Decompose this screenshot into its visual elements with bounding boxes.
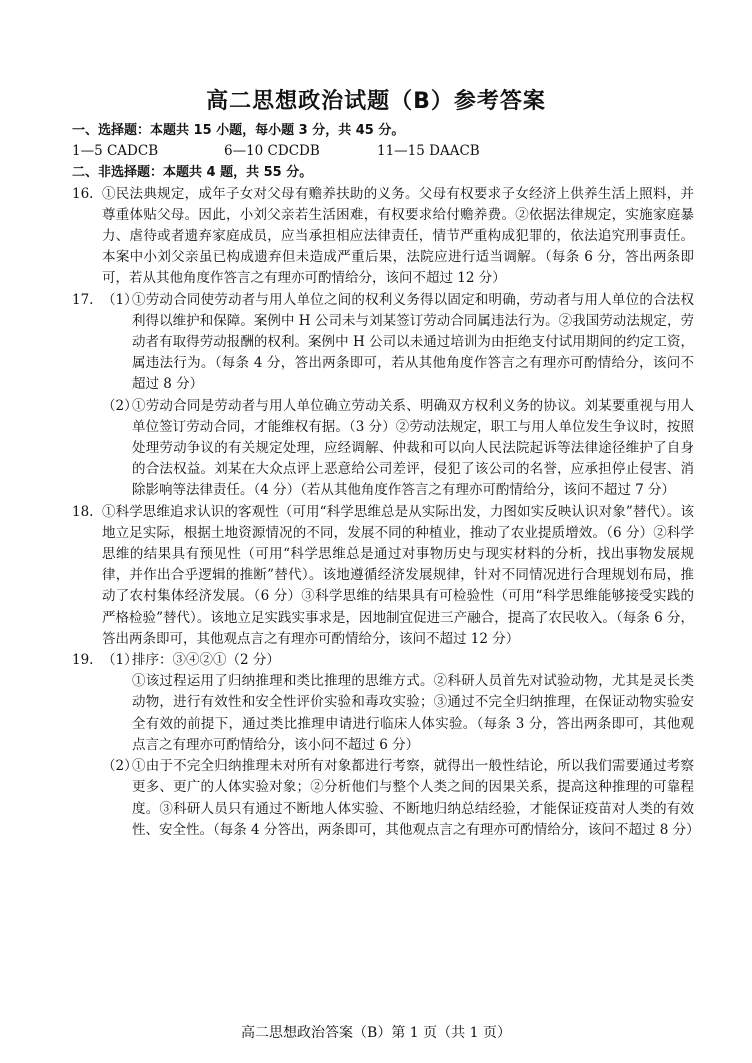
document-body <box>72 120 700 841</box>
question-answer-text: ①民法典规定，成年子女对父母有赡养扶助的义务。父母有权要求子女经济上供养生活上照料，并尊重体贴父母。因此，小刘父亲若生活困难，有权要求给付赡养费。②依据法律规定，实施家庭暴力、虐待或者遗弃家庭成员，应当承担相应法律责任，情节严重构成犯罪的，依法追究刑事责任。本案中小刘父亲虽已构成遗弃但未造成严重后果，法院应进行适当调解。（每条 6 分，答出两条即可，若从其他角度作答言之有理亦可酌情给分，该问不超过 12 分） <box>102 185 694 287</box>
page-title: 高二思想政治试题（B）参考答案 <box>206 89 546 114</box>
sub-question-label: （1） <box>102 652 138 669</box>
section-heading-essay: 二、非选择题：本题共 4 题，共 55 分。 <box>72 165 313 181</box>
question-17 <box>72 290 694 502</box>
question-number: 19. <box>72 652 94 669</box>
sub-question-2 <box>102 396 694 502</box>
answer-group-3: 11—15 DAACB <box>377 143 480 160</box>
question-answer-text: ①科学思维追求认识的客观性（可用“科学思维总是从实际出发，力图如实反映认识对象”替代）。该地立足实际，根据土地资源情况的不同，发展不同的种植业，推动了农业提质增效。（6 分）②科学思维的结果具有预见性（可用“科学思维总是通过对事物历史与现实材料的分析，找出事物发展规律，并作出合乎逻辑的推断”替代）。该地遵循经济发展规律，针对不同情况进行合理规划布局，推动了农村集体经济发展。（6 分）③科学思维的结果具有可检验性（可用“科学思维能够接受实践的严格检验”替代）。该地立足实践实事求是，因地制宜促进三产融合，提高了农民收入。（每条 6 分，答出两条即可，其他观点言之有理亦可酌情给分，该问不超过 12 分） <box>102 503 694 647</box>
answer-group-1: 1—5 CADCB <box>72 143 159 160</box>
sub-question-1-body <box>132 650 694 756</box>
sub-question-order: 排序：③④②①（2 分） <box>132 652 280 669</box>
question-18 <box>72 502 694 650</box>
sub-question-answer: ①该过程运用了归纳推理和类比推理的思维方式。②科研人员首先对试验动物，尤其是灵长类动物，进行有效性和安全性评价实验和毒攻实验；③通过不完全归纳推理，在保证动物实验安全有效的前提下，通过类比推理申请进行临床人体实验。（每条 3 分，答出两条即可，其他观点言之有理亦可酌情给分，该小问不超过 6 分） <box>132 673 694 753</box>
question-17-parts <box>102 290 694 502</box>
sub-question-label: （2） <box>102 758 138 775</box>
sub-question-2 <box>102 756 700 841</box>
sub-question-answer: ①由于不完全归纳推理未对所有对象都进行考察，就得出一般性结论，所以我们需要通过考察更多、更广的人体实验对象；②分析他们与整个人类之间的因果关系，提高这种推理的可靠程度。③科研人员只有通过不断地人体实验、不断地归纳总结经验，才能保证疫苗对人类的有效性、安全性。（每条 4 分答出，两条即可，其他观点言之有理亦可酌情给分，该问不超过 8 分） <box>132 758 700 838</box>
sub-question-label: （1） <box>102 291 138 308</box>
section-heading-choice: 一、选择题：本题共 15 小题，每小题 3 分，共 45 分。 <box>72 123 405 138</box>
question-number: 18. <box>72 503 94 520</box>
sub-question-1 <box>102 650 694 756</box>
sub-question-answer: ①劳动合同使劳动者与用人单位之间的权利义务得以固定和明确，劳动者与用人单位的合法权利得以维护和保障。案例中 H 公司未与刘某签订劳动合同属违法行为。②我国劳动法规定，劳动者有取得劳动报酬的权利。案例中 H 公司以未通过培训为由拒绝支付试用期间的约定工资，属违法行为。（每条 4 分，答出两条即可，若从其他角度作答言之有理亦可酌情给分，该问不超过 8 分） <box>132 291 694 393</box>
question-19-parts <box>102 650 700 841</box>
page-footer: 高二思想政治答案（B）第 1 页（共 1 页） <box>241 1025 511 1041</box>
answer-group-2: 6—10 CDCDB <box>224 143 320 160</box>
question-19 <box>72 650 700 841</box>
question-number: 16. <box>72 185 94 202</box>
sub-question-answer: ①劳动合同是劳动者与用人单位确立劳动关系、明确双方权利义务的协议。刘某要重视与用人单位签订劳动合同，才能维权有据。（3 分）②劳动法规定，职工与用人单位发生争议时，按照处理劳动争议的有关规定处理，应经调解、仲裁和可以向人民法院起诉等法律途径维护了自身的合法权益。刘某在大众点评上恶意给公司差评，侵犯了该公司的名誉，应承担停止侵害、消除影响等法律责任。（4 分）（若从其他角度作答言之有理亦可酌情给分，该问不超过 7 分） <box>132 397 694 499</box>
sub-question-1 <box>102 290 694 396</box>
question-number: 17. <box>72 291 94 308</box>
choice-answers <box>72 141 694 162</box>
sub-question-label: （2） <box>102 397 138 414</box>
question-16 <box>72 184 694 290</box>
